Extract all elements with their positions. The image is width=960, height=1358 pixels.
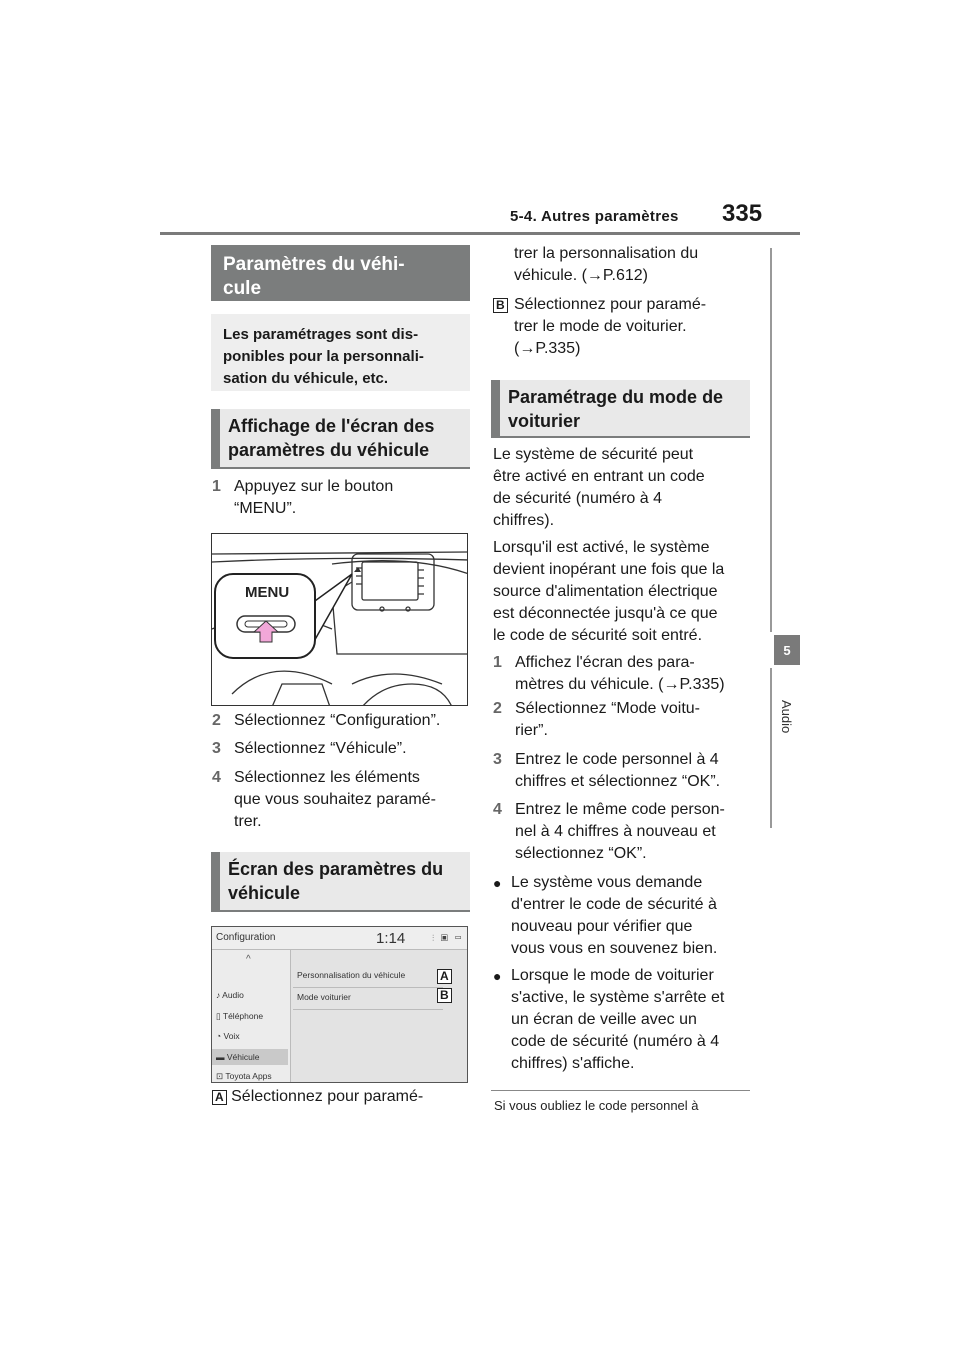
section-header: 5-4. Autres paramètres xyxy=(510,208,679,225)
label-b-tag: B xyxy=(493,298,508,313)
status-icons: ⫶ ▣ ▭ xyxy=(432,933,464,943)
valet-paragraph-2: Lorsqu'il est activé, le système devient inopérant une fois que la source d'alimentation électrique est déconnectée jusqu'à ce que le code de sécurité soit entré. xyxy=(493,539,725,644)
step-text: Sélectionnez les éléments que vous souhaitez paramé- trer. xyxy=(234,769,436,830)
step-text: Entrez le même code person- nel à 4 chiffres à nouveau et sélectionnez “OK”. xyxy=(515,801,725,862)
section-intro: Les paramétrages sont dis- ponibles pour la personnali- sation du véhicule, etc. xyxy=(211,314,470,391)
section-title-valet-mode: Paramétrage du mode de voiturier xyxy=(491,380,750,438)
label-a-text: Sélectionnez pour paramé- xyxy=(231,1088,424,1105)
footnote: Si vous oubliez le code personnel à xyxy=(494,1098,699,1113)
section-title-display-settings: Affichage de l'écran des paramètres du véhicule xyxy=(211,409,470,469)
step-number: 1 xyxy=(212,478,221,495)
screen-menu-item: ▯ Téléphone xyxy=(216,1011,264,1021)
step-number: 4 xyxy=(212,769,221,786)
screen-clock: 1:14 xyxy=(376,930,406,947)
step-number: 2 xyxy=(493,700,502,717)
label-a-continued: trer la personnalisation du véhicule. (→P.612) xyxy=(514,245,699,284)
screen-title-bar xyxy=(212,927,467,950)
label-b-description xyxy=(493,294,751,360)
callout-b: B xyxy=(437,988,452,1003)
step-number: 3 xyxy=(493,751,502,768)
bullet-text: Lorsque le mode de voiturier s'active, le système s'arrête et un écran de veille avec un code de sécurité (numéro à 4 chiffres) s'affiche. xyxy=(511,967,725,1072)
step-4 xyxy=(212,767,470,833)
valet-step-1 xyxy=(493,652,755,696)
callout-a: A xyxy=(437,969,452,984)
step-text: Sélectionnez “Configuration”. xyxy=(234,712,441,729)
valet-step-4 xyxy=(493,799,755,865)
screen-menu-item-selected: ▬ Véhicule xyxy=(212,1049,288,1065)
bullet-icon: ● xyxy=(493,968,502,984)
step-number: 2 xyxy=(212,712,221,729)
step-2 xyxy=(212,710,470,732)
screen-menu-item: ⊡ Toyota Apps xyxy=(216,1071,272,1081)
screen-row-valet: Mode voiturier xyxy=(297,992,351,1002)
bullet-item xyxy=(493,965,755,1075)
screen-menu-item: ♪ Audio xyxy=(216,990,244,1000)
screen-title: Configuration xyxy=(216,932,276,943)
label-b-text: Sélectionnez pour paramé- trer le mode de voiturier. (→P.335) xyxy=(514,296,707,357)
step-1-press-menu xyxy=(212,476,470,520)
valet-step-2 xyxy=(493,698,755,742)
chapter-number-tab: 5 xyxy=(774,635,800,665)
screen-row-divider xyxy=(293,1009,443,1010)
label-a-description xyxy=(212,1086,472,1108)
step-number: 4 xyxy=(493,801,502,818)
bullet-text: Le système vous demande d'entrer le code de sécurité à nouveau pour vérifier que vous vous en souvenez bien. xyxy=(511,874,718,957)
step-3 xyxy=(212,738,470,760)
section-title-vehicle-screen: Écran des paramètres du véhicule xyxy=(211,852,470,912)
screen-menu xyxy=(212,950,290,1083)
step-number: 3 xyxy=(212,740,221,757)
chevron-up-icon: ^ xyxy=(246,954,251,965)
settings-screen-screenshot xyxy=(211,926,468,1083)
dashboard-illustration xyxy=(211,533,468,706)
valet-paragraph-1: Le système de sécurité peut être activé en entrant un code de sécurité (numéro à 4 chiffres). xyxy=(493,446,705,529)
step-text: Sélectionnez “Véhicule”. xyxy=(234,740,407,757)
bullet-item xyxy=(493,872,755,960)
side-tab-line-top xyxy=(770,248,772,632)
section-title-vehicle-settings: Paramètres du véhi- cule xyxy=(211,245,470,301)
valet-step-3 xyxy=(493,749,755,793)
screen-menu-item: ◔ Voix xyxy=(216,1031,240,1041)
step-number: 1 xyxy=(493,654,502,671)
screen-row-divider xyxy=(293,987,443,988)
step-text: Entrez le code personnel à 4 chiffres et sélectionnez “OK”. xyxy=(515,751,721,790)
bullet-icon: ● xyxy=(493,875,502,891)
step-text: Sélectionnez “Mode voitu- rier”. xyxy=(515,700,700,739)
step-text: Affichez l'écran des para- mètres du véhicule. (→P.335) xyxy=(515,654,725,693)
header-rule xyxy=(160,232,800,235)
page-number: 335 xyxy=(722,200,763,227)
chapter-label: Audio xyxy=(779,700,794,734)
menu-button-label: MENU xyxy=(245,584,290,601)
screen-row-personalisation: Personnalisation du véhicule xyxy=(297,970,406,980)
label-a-tag: A xyxy=(212,1090,227,1105)
footnote-rule xyxy=(491,1090,750,1091)
dashboard-drawing xyxy=(212,534,468,706)
step-text: Appuyez sur le bouton “MENU”. xyxy=(234,478,394,517)
